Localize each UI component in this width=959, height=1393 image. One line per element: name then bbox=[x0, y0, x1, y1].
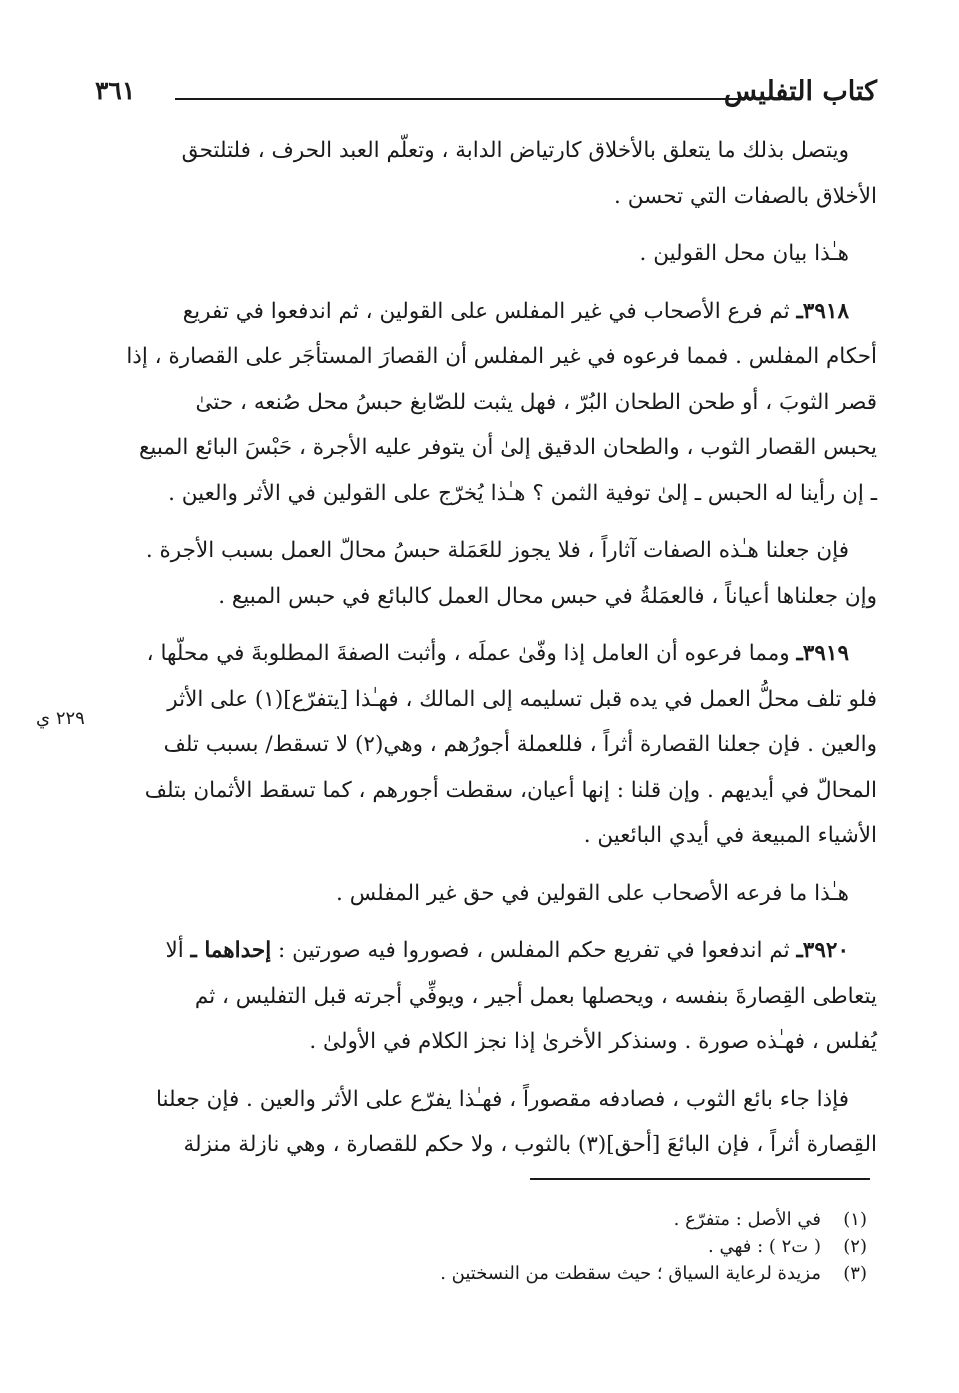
footnote-text: ( ت٢ ) : فهي . bbox=[708, 1236, 821, 1257]
footnote-number: (٢) bbox=[843, 1236, 867, 1257]
text-line: والعين . فإن جعلنا القصارة أثراً ، فللعملة أجورُهم ، وهي(٢) لا تسقط/ بسبب تلف bbox=[163, 732, 877, 757]
text-line: فإذا جاء بائع الثوب ، فصادفه مقصوراً ، فهـٰذا يفرّع على الأثر والعين . فإن جعلنا bbox=[155, 1086, 849, 1112]
paragraph-8 bbox=[95, 1077, 877, 1168]
text-line: هـٰذا بيان محل القولين . bbox=[639, 241, 849, 266]
text-line bbox=[95, 631, 877, 677]
footnote-2 bbox=[267, 1233, 867, 1260]
main-text bbox=[95, 128, 877, 1180]
paragraph-6 bbox=[95, 871, 877, 917]
paragraph-4 bbox=[95, 528, 877, 619]
text-span: ومما فرعوه أن العامل إذا وفّىٰ عملَه ، وأثبت الصفةَ المطلوبةَ في محلّها ، bbox=[146, 641, 790, 666]
text-line: وإن جعلناها أعياناً ، فالعمَلةُ في حبس محال العمل كالبائع في حبس المبيع . bbox=[218, 583, 877, 609]
text-line: الأخلاق بالصفات التي تحسن . bbox=[614, 183, 877, 209]
text-line: ـ إن رأينا له الحبس ـ إلىٰ توفية الثمن ؟ هـٰذا يُخرّج على القولين في الأثر والعين . bbox=[168, 480, 877, 506]
footnote-text: في الأصل : متفرّع . bbox=[673, 1209, 821, 1230]
footnote-3 bbox=[267, 1260, 867, 1287]
issue-number: ٣٩٢٠ـ bbox=[796, 938, 849, 963]
text-line: فإن جعلنا هـٰذه الصفات آثاراً ، فلا يجوز للعَمَلة حبسُ محالّ العمل بسبب الأجرة . bbox=[145, 538, 849, 563]
paragraph-1 bbox=[95, 128, 877, 219]
footnote-text: مزيدة لرعاية السياق ؛ حيث سقطت من النسختين . bbox=[440, 1263, 821, 1284]
text-line bbox=[95, 289, 877, 335]
bold-term: إحداهما ـ bbox=[190, 938, 272, 963]
text-line bbox=[95, 928, 877, 974]
text-span: ثم فرع الأصحاب في غير المفلس على القولين ، ثم اندفعوا في تفريع bbox=[182, 298, 790, 324]
text-line: فلو تلف محلُّ العمل في يده قبل تسليمه إلى المالك ، فهـٰذا [يتفرّع](١) على الأثر bbox=[167, 686, 877, 712]
page-header bbox=[95, 76, 877, 116]
text-line: الأشياء المبيعة في أيدي البائعين . bbox=[583, 823, 877, 848]
chapter-title: كتاب التفليس bbox=[723, 76, 877, 107]
text-line: المحالّ في أيديهم . وإن قلنا : إنها أعيان، سقطت أجورهم ، كما تسقط الأثمان بتلف bbox=[144, 777, 877, 803]
footnote-1 bbox=[267, 1206, 867, 1233]
text-line: يحبس القصار الثوب ، والطحان الدقيق إلىٰ أن يتوفر عليه الأجرة ، حَبْسَ البائع المبيع bbox=[138, 435, 877, 460]
paragraph-2 bbox=[95, 231, 877, 277]
text-line: أحكام المفلس . فمما فرعوه في غير المفلس أن القصارَ المستأجَر على القصارة ، إذا bbox=[126, 344, 877, 369]
text-line: القِصارة أثراً ، فإن البائعَ [أحق](٣) بالثوب ، ولا حكم للقصارة ، وهي نازلة منزلة bbox=[183, 1132, 877, 1157]
footnotes bbox=[267, 1206, 867, 1287]
text-line: يتعاطى القِصارةَ بنفسه ، ويحصلها بعمل أجير ، ويوفِّي أجرته قبل التفليس ، ثم bbox=[194, 983, 877, 1009]
paragraph-3919 bbox=[95, 631, 877, 859]
footnote-number: (١) bbox=[843, 1209, 867, 1230]
text-line: يُفلس ، فهـٰذه صورة . وسنذكر الأخرىٰ إذا نجز الكلام في الأولىٰ . bbox=[309, 1029, 877, 1054]
text-span: ثم اندفعوا في تفريع حكم المفلس ، فصوروا فيه صورتين : bbox=[278, 938, 790, 963]
manuscript-folio-note: ٢٢٩ ي bbox=[36, 708, 85, 729]
text-line: قصر الثوبَ ، أو طحن الطحان البُرّ ، فهل يثبت للصّابغ حبسُ محل صُنعه ، حتىٰ bbox=[195, 389, 877, 415]
issue-number: ٣٩١٨ـ bbox=[796, 298, 849, 324]
text-span: ألا bbox=[165, 938, 184, 963]
footnote-separator bbox=[530, 1178, 870, 1180]
header-rule bbox=[175, 98, 742, 100]
page-number: ٣٦١ bbox=[95, 76, 136, 105]
paragraph-3920 bbox=[95, 928, 877, 1065]
footnote-number: (٣) bbox=[843, 1263, 867, 1284]
text-line: هـٰذا ما فرعه الأصحاب على القولين في حق غير المفلس . bbox=[336, 880, 849, 906]
issue-number: ٣٩١٩ـ bbox=[796, 641, 849, 666]
paragraph-3918 bbox=[95, 289, 877, 517]
text-line: ويتصل بذلك ما يتعلق بالأخلاق كارتياض الدابة ، وتعلّم العبد الحرف ، فلتلتحق bbox=[181, 138, 849, 163]
